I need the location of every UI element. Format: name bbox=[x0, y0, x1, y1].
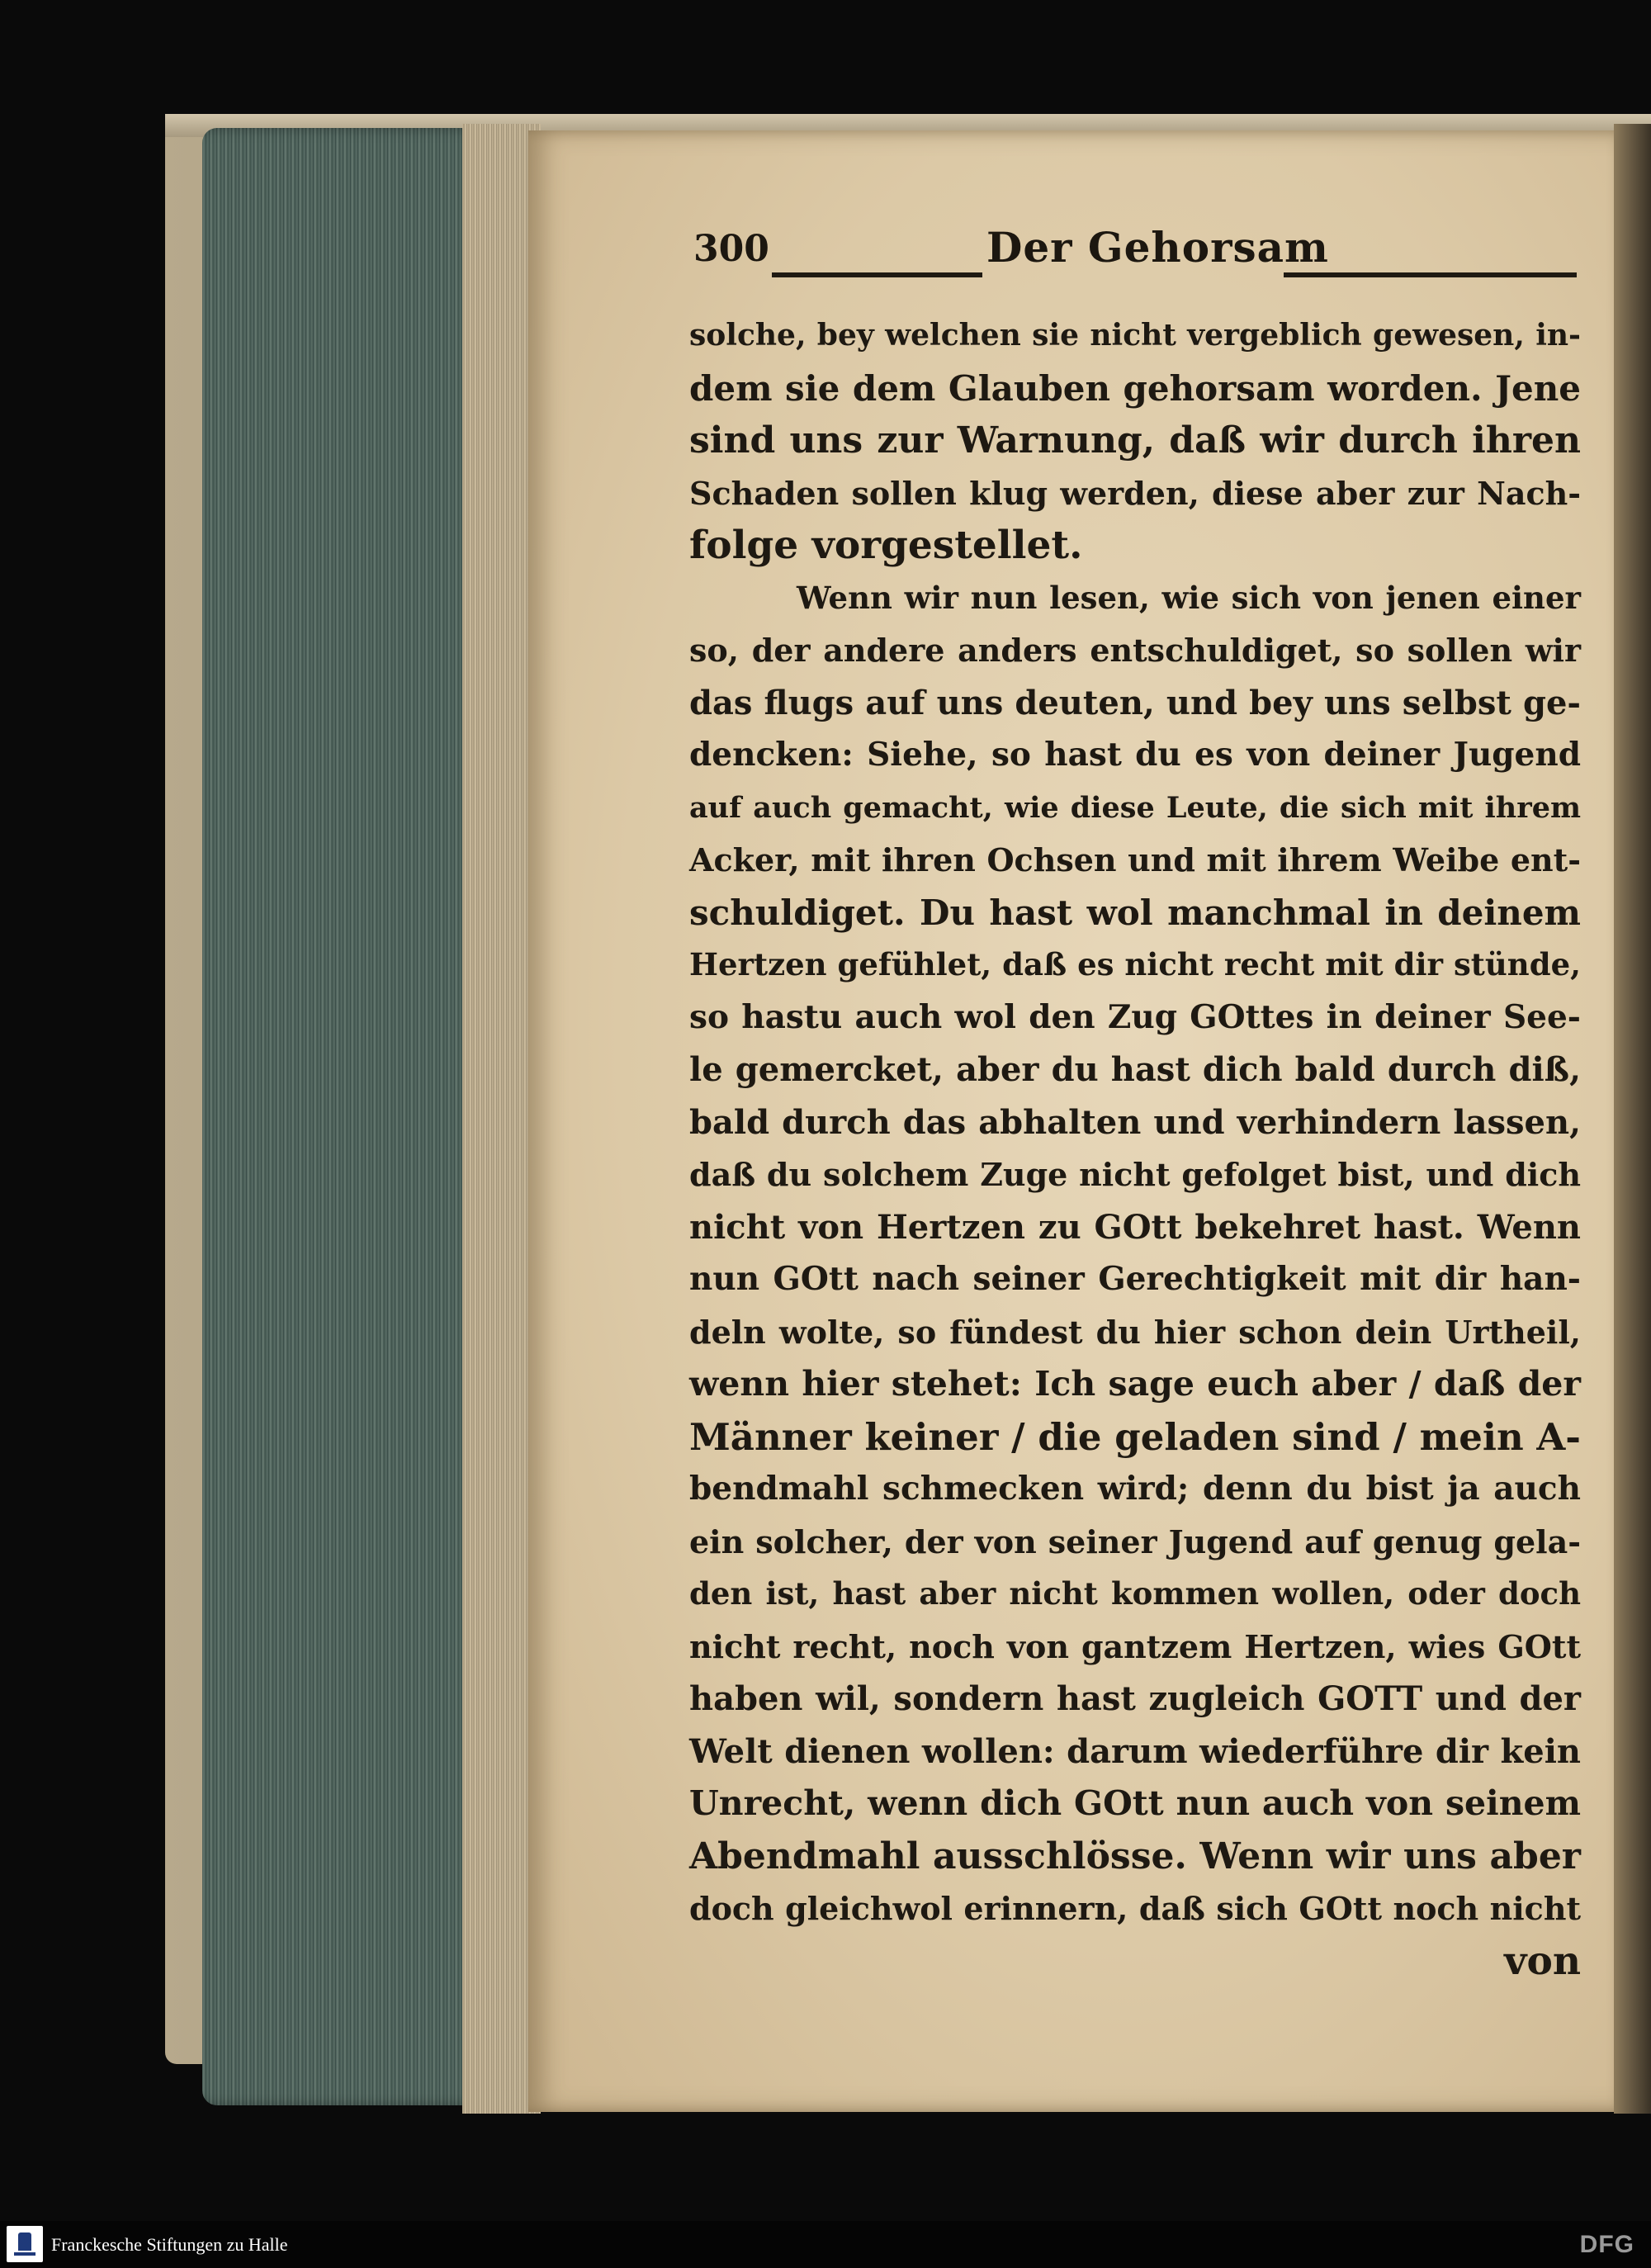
institution-label: Franckesche Stiftungen zu Halle bbox=[51, 2234, 288, 2255]
text-line: so, der andere anders entschuldiget, so sollen wir bbox=[689, 632, 1581, 669]
text-line: Welt dienen wollen: darum wiederführe dir kein bbox=[689, 1731, 1581, 1771]
text-line: auf auch gemacht, wie diese Leute, die sich mit ihrem bbox=[689, 790, 1581, 825]
institution-logo bbox=[7, 2226, 43, 2262]
text-line: schuldiget. Du hast wol manchmal in deinem bbox=[689, 892, 1581, 933]
text-line: deln wolte, so fündest du hier schon dein Urtheil, bbox=[689, 1313, 1581, 1351]
text-line: bald durch das abhalten und verhindern lassen, bbox=[689, 1102, 1581, 1142]
gutter-shadow bbox=[1614, 124, 1651, 2114]
header-rule-left bbox=[772, 272, 982, 277]
text-line: dem sie dem Glauben gehorsam worden. Jene bbox=[689, 367, 1581, 409]
text-line: wenn hier stehet: Ich sage euch aber / daß der bbox=[689, 1364, 1581, 1404]
text-line: Unrecht, wenn dich GOtt nun auch von seinem bbox=[689, 1783, 1581, 1823]
funder-logo: DFG bbox=[1579, 2231, 1634, 2258]
body-text bbox=[689, 310, 1581, 1987]
text-line: nun GOtt nach seiner Gerechtigkeit mit dir han- bbox=[689, 1260, 1581, 1298]
footer-bar bbox=[0, 2221, 1651, 2268]
running-title: Der Gehorsam bbox=[986, 223, 1329, 272]
text-line: le gemercket, aber du hast dich bald durch diß, bbox=[689, 1050, 1581, 1089]
text-line: Männer keiner / die geladen sind / mein A- bbox=[689, 1414, 1581, 1459]
text-line: den ist, hast aber nicht kommen wollen, oder doch bbox=[689, 1575, 1581, 1612]
text-line: ein solcher, der von seiner Jugend auf genug gela- bbox=[689, 1522, 1581, 1560]
text-line: solche, bey welchen sie nicht vergeblich gewesen, in- bbox=[689, 318, 1581, 353]
text-line: nicht recht, noch von gantzem Hertzen, wies GOtt bbox=[689, 1627, 1581, 1665]
text-line: dencken: Siehe, so hast du es von deiner Jugend bbox=[689, 736, 1581, 774]
text-line: folge vorgestellet. bbox=[689, 523, 1083, 568]
catchword: von bbox=[1504, 1938, 1581, 1984]
text-line: Schaden sollen klug werden, diese aber zur Nach- bbox=[689, 474, 1581, 512]
text-line: sind uns zur Warnung, daß wir durch ihren bbox=[689, 419, 1581, 462]
text-line: Hertzen gefühlet, daß es nicht recht mit dir stünde, bbox=[689, 946, 1581, 982]
text-line: das flugs auf uns deuten, und bey uns selbst ge- bbox=[689, 683, 1581, 722]
text-line: bendmahl schmecken wird; denn du bist ja auch bbox=[689, 1470, 1581, 1508]
text-line: doch gleichwol erinnern, daß sich GOtt noch nicht bbox=[689, 1890, 1581, 1927]
text-line: so hastu auch wol den Zug GOttes in deiner See- bbox=[689, 997, 1581, 1036]
page-number: 300 bbox=[693, 228, 769, 270]
header-rule-right bbox=[1284, 272, 1577, 277]
running-head bbox=[693, 223, 1577, 281]
text-line: nicht von Hertzen zu GOtt bekehret hast. Wenn bbox=[689, 1207, 1581, 1247]
text-line: Wenn wir nun lesen, wie sich von jenen einer bbox=[797, 579, 1581, 616]
text-line: daß du solchem Zuge nicht gefolget bist, und dich bbox=[689, 1156, 1581, 1193]
text-line: Abendmahl ausschlösse. Wenn wir uns aber bbox=[689, 1835, 1581, 1877]
text-line: Acker, mit ihren Ochsen und mit ihrem Weibe ent- bbox=[689, 841, 1581, 878]
text-line: haben wil, sondern hast zugleich GOTT und der bbox=[689, 1679, 1581, 1718]
